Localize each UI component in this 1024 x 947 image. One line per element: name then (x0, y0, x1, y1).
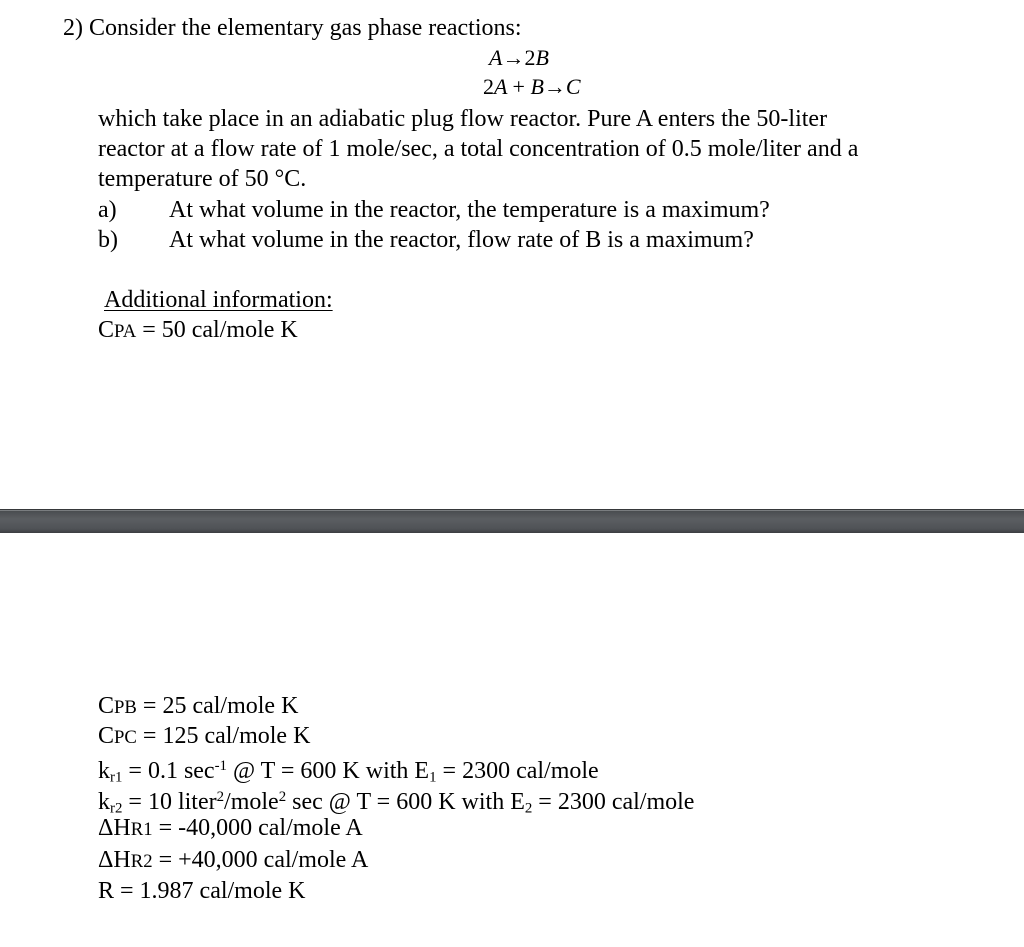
description-line-3: temperature of 50 °C. (98, 166, 307, 192)
reaction-2-reactant-a: A (494, 74, 508, 99)
delta-h-r1-symbol: ΔH (98, 815, 131, 841)
page-divider (0, 509, 1024, 533)
k-r2-e-subscript: 2 (524, 800, 533, 817)
description-line-1: which take place in an adiabatic plug flow reactor. Pure A enters the 50-liter (98, 106, 828, 132)
delta-h-r2 (98, 845, 368, 877)
cp-a (98, 315, 298, 347)
delta-h-r1-subscript: R1 (130, 819, 153, 840)
k-r2-subscript: r2 (110, 800, 123, 817)
k-r2-exponent-2: 2 (278, 789, 287, 805)
cp-b-value: = 25 cal/mole K (136, 693, 299, 719)
cp-b-subscript: PB (114, 697, 137, 718)
question-a-label: a) (98, 197, 117, 223)
problem-intro (63, 13, 522, 43)
reaction-1 (489, 43, 549, 73)
reaction-2-reactant-b: B (530, 74, 544, 99)
k-r2-value: = 10 liter (122, 789, 217, 816)
k-r2-symbol: k (98, 789, 110, 816)
question-b-label: b) (98, 227, 118, 253)
cp-a-symbol: C (98, 317, 115, 343)
cp-a-subscript: PA (114, 321, 137, 342)
description-line-2: reactor at a flow rate of 1 mole/sec, a total concentration of 0.5 mole/liter and a (98, 136, 859, 162)
question-b (98, 225, 118, 255)
cp-c-value: = 125 cal/mole K (136, 723, 311, 749)
question-a (98, 195, 117, 225)
reaction-1-coefficient: 2 (524, 45, 536, 70)
k-r2-condition: sec @ T = 600 K with E (286, 789, 525, 816)
cp-c-subscript: PC (114, 727, 137, 748)
k-r1-value: = 0.1 sec (122, 758, 215, 785)
question-a-text: At what volume in the reactor, the temperature is a maximum? (169, 197, 770, 223)
additional-info-heading: Additional information: (104, 287, 333, 313)
delta-h-r2-value: = +40,000 cal/mole A (152, 847, 369, 873)
cp-b-symbol: C (98, 693, 115, 719)
k-r2-unit: /mole (224, 789, 279, 816)
delta-h-r1 (98, 813, 363, 845)
k-r1-symbol: k (98, 758, 110, 785)
k-r1-subscript: r1 (110, 769, 123, 786)
problem-number: 2) (63, 15, 83, 41)
reaction-2-coefficient: 2 (483, 74, 494, 99)
reaction-2-product: C (565, 74, 581, 99)
reaction-1-arrow: → (502, 45, 525, 70)
delta-h-r2-subscript: R2 (130, 851, 153, 872)
k-r1-condition: @ T = 600 K with E (227, 758, 430, 785)
question-b-text: At what volume in the reactor, flow rate of B is a maximum? (169, 227, 754, 253)
reaction-2 (483, 72, 581, 102)
delta-h-r2-symbol: ΔH (98, 847, 131, 873)
reaction-2-plus: + (512, 74, 525, 99)
gas-constant: R = 1.987 cal/mole K (98, 878, 306, 904)
k-r1-activation: = 2300 cal/mole (436, 758, 599, 785)
cp-b (98, 691, 298, 723)
reaction-2-arrow: → (543, 74, 566, 99)
k-r2-activation: = 2300 cal/mole (532, 789, 695, 816)
reaction-1-reactant: A (489, 45, 503, 70)
k-r1-e-subscript: 1 (429, 769, 437, 786)
cp-c (98, 721, 310, 753)
k-r1-exponent: -1 (214, 758, 227, 774)
cp-c-symbol: C (98, 723, 115, 749)
reaction-1-product: B (535, 45, 549, 70)
delta-h-r1-value: = -40,000 cal/mole A (152, 815, 363, 841)
k-r2-exponent-1: 2 (216, 789, 225, 805)
problem-intro-text: Consider the elementary gas phase reactions: (89, 15, 522, 41)
cp-a-value: = 50 cal/mole K (136, 317, 298, 343)
